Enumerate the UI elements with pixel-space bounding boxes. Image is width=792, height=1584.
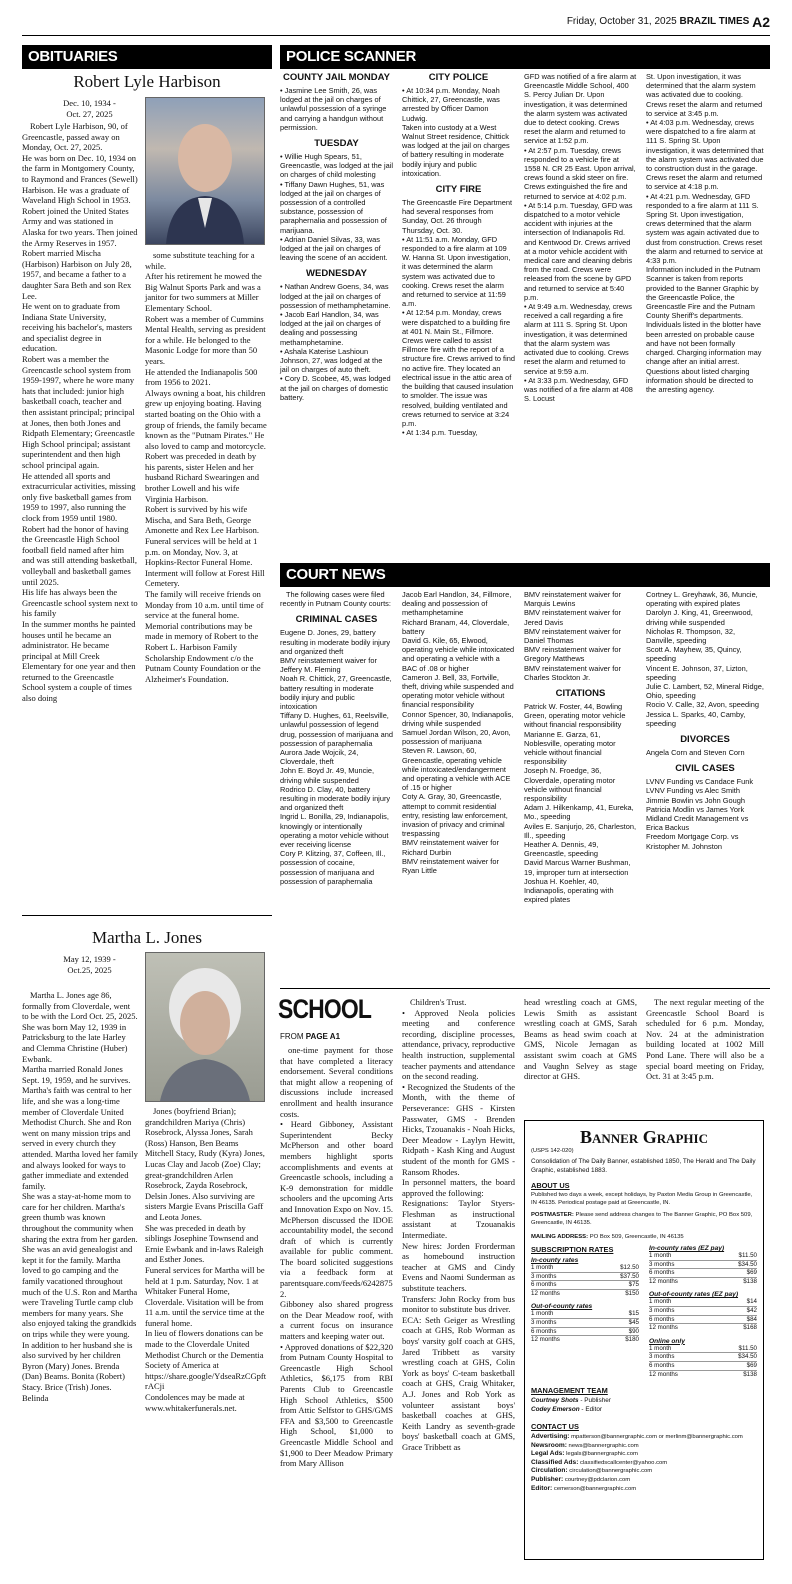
contact-label: Newsroom: [531,1441,567,1449]
jump-page: PAGE A1 [305,1032,341,1041]
police-heading: COUNTY JAIL MONDAY [283,72,390,83]
court-text: The following cases were filed recently in Putnam County courts: [280,590,391,609]
school-jump [280,1032,340,1041]
rate-term: 3 months [531,1272,557,1280]
police-heading: CITY FIRE [435,184,482,196]
school-col1: one-time payment for those that have completed a literacy endorsement. Several conditions that might allow a reopening of discussions include increased enrollment and health insurance costs. • Heard Gibboney, Assistant Superintendent Becky McPherson and other board members highlight sports accomplishments and events at Greencastle schools, including a K-9 demonstration for middle schoolers and the upcoming Arts and Innovation Expo on Nov. 15. McPherson discussed the IDOE accountability model, the second draft of which is currently available for public comment. The board solicited suggestions via a feedback form at parentsquare.com/feeds/62428752. Gibboney also shared progress on the Dear Meadow roof, with a current focus on insurance matters and keeping water out. • Approved donations of $22,320 from Putnam County Hospital to Greencastle High School Athletics, $6,175 from RBI Parents Club to Greencastle High School Athletics, $500 from Attic Selfstor to GHS/GMS FFA and $3,500 to Greencastle High School, $1,000 to Greencastle Middle School and $1,900 to Deer Meadow Primary from Mary Allison [280,1045,394,1469]
rate-row [649,1252,757,1261]
masthead-usps: (USPS 142-020) [531,1148,574,1154]
incounty-ez-heading: In-county rates (EZ pay) [649,1245,725,1252]
page-header [22,8,770,36]
police-heading: WEDNESDAY [306,268,367,280]
contact-label: Advertising: [531,1432,570,1440]
rate-term: 3 months [649,1353,675,1361]
outcounty-heading: Out-of-county rates [531,1303,593,1311]
rate-row [531,1273,639,1282]
subscription-heading: SUBSCRIPTION RATES [531,1245,614,1254]
rate-term: 6 months [531,1281,557,1289]
rate-term: 6 months [649,1361,675,1369]
rate-price: $75 [628,1281,639,1289]
rate-term: 3 months [531,1318,557,1326]
portrait-icon [146,953,264,1101]
rate-price: $150 [625,1289,639,1297]
rate-price: $34.50 [738,1260,757,1268]
contact-email[interactable]: courtney@pdclarion.com [563,1476,631,1483]
rate-term: 1 month [649,1298,672,1306]
obit-jones-name: Martha L. Jones [91,928,202,947]
rate-term: 1 month [649,1344,672,1352]
court-news-header: COURT NEWS [280,563,770,587]
rate-row [649,1362,757,1371]
masthead-title: Banner Graphic [579,1127,708,1147]
rate-term: 3 months [649,1306,675,1314]
mailing-text: PO Box 509, Greencastle, IN 46135 [589,1233,684,1240]
rate-price: $138 [743,1370,757,1378]
police-col2 [402,70,515,437]
contact-label: Classified Ads: [531,1458,579,1466]
court-text: Eugene D. Jones, 29, battery resulting in moderate bodily injury and organized theft BMV reinstatement waiver for Jeffery M. Fleming Noah R. Chittick, 27, Greencastle, battery resulting in moderate bodily injury and public intoxication Tiffany D. Hughes, 61, Reelsville, unlawful possession of legend drug, possession of marijuana and possession of paraphernalia Aurora Jade Wojcik, 24, Cloverdale, theft John E. Boyd Jr. 49, Muncie, driving while suspended Rodrico D. Clay, 40, battery resulting in moderate bodily injury and organized theft Ingrid L. Bonilla, 29, Indianapolis, knowingly or intentionally operating a motor vehicle without ever receiving license Cory P. Klitzing, 37, Coffeen, Ill., possession of cocaine, possession of marijuana and possession of paraphernalia [280,628,393,886]
police-col4: St. Upon investigation, it was determined that the alarm system was activated due to cooking. Crews reset the alarm and returned to service at 3:45 p.m. • At 4:03 p.m. Wednesday, crews were dispatched to a fire alarm at 111 S. Spring St. Upon investigation, it was determined that the alarm system was activated due to construction dust in the garage. Crews reset the alarm and returned to service at 4:18 p.m. • At 4:21 p.m. Wednesday, GFD responded to a fire alarm at 111 S. Spring St. Upon investigation, crews determined that the alarm system was again activated due to dust from construction. Crews reset the alarm and returned to service at 4:33 p.m. Information included in the Putnam Scanner is taken from reports provided to the Banner Graphic by the Greencastle Police, the Greencastle Fire and the Putnam County Sheriff's departments. Individuals listed in the blotter have been arrested on probable cause and have not been formally charged. Charging information may change after an initial arrest. Questions about listed charging information should be directed to the arresting agency. [646,72,764,394]
school-top-rule [280,988,770,989]
management-item [531,1397,757,1405]
incounty-heading: In-county rates [531,1257,579,1264]
obit-harbison-dates: Dec. 10, 1934 - Oct. 27, 2025 [63,98,116,119]
obit-harbison-name: Robert Lyle Harbison [73,72,221,91]
rate-term: 6 months [649,1269,675,1277]
rates-right [649,1245,757,1378]
contact-label: Publisher: [531,1475,564,1483]
rate-row [531,1281,639,1290]
rate-row [649,1353,757,1362]
contact-item [531,1476,757,1485]
rate-term: 1 month [531,1310,554,1318]
court-text: Patrick W. Foster, 44, Bowling Green, operating motor vehicle without financial responsibility Marianne E. Garza, 61, Noblesville, operating motor vehicle without financial responsibility Joseph N. Froedge, 36, Cloverdale, operating motor vehicle without financial responsibility Adam J. Hilkenkamp, 41, Eureka, Mo., speeding Aviles E. Sanjurjo, 26, Charleston, Ill., speeding Heather A. Dennis, 49, Greencastle, speeding David Marcus Warner Bushman, 19, improper turn at intersection Joshua H. Koehler, 40, Indianapolis, operating with expired plates [524,702,637,905]
contact-email[interactable]: mpatterson@bannergraphic.com or merlinm@bannergraphic.com [569,1433,743,1440]
rate-term: 12 months [649,1277,678,1285]
school-col3: head wrestling coach at GMS, Lewis Smith as assistant wrestling coach at GMS, Sarah Beams as head swim coach at GMS, Nicole Jernagan as assistant swim coach at GMS and Vaughn Selvey as stage director at GHS. [524,997,637,1082]
header-page: A2 [752,13,770,30]
obit-jones-text-col1: Martha L. Jones age 86, formally from Cloverdale, went to be with the Lord Oct. 25, 2025. She was born May 12, 1939 in Patricksburg to the late Harley and Clemma Christine (Huber) Ewbank. Martha married Ronald Jones Sept. 19, 1959, and he survives. Martha's faith was central to her life, and she was a long-time member of Cloverdale United Methodist Church. She and Ron went on many mission trips and served in every church they attended. Martha loved her family and always looked for ways to gather immediate and extended family. She was a stay-at-home mom to care for her children. Martha's green thumb was known throughout the community when sharing the extra from her garden. She was an avid genealogist and kept it for the family. Martha loved to go camping and the family vacationed throughout much of the U.S. Ron and Martha were Traveling Turtle camp club members for many years. She also enjoyed taking the grandkids on trips while they were young. In addition to her husband she is also survived by her children Byron (Mary) Jones. Brenda (Dan) Beams. Bonita (Robert) Stacy. Brice (Trish) Jones. Belinda [22,990,138,1403]
police-text: • Willie Hugh Spears, 51, Greencastle, was lodged at the jail on charges of child molesting • Tiffany Dawn Hughes, 51, was lodged at the jail on charges of possession of a controlled substance, possession of paraphernalia and possession of marijuana. • Adrian Daniel Silvas, 33, was lodged at the jail on charges of leaving the scene of an accident. [280,152,393,263]
obit-jones-dates: May 12, 1939 - Oct.25, 2025 [63,954,116,975]
obituaries-header: OBITUARIES [22,45,272,69]
rate-term: 6 months [531,1327,557,1335]
police-text: • Jasmine Lee Smith, 26, was lodged at the jail on charges of unlawful possession of a syringe and carrying a handgun without permission. [280,86,387,132]
contact-item [531,1485,757,1494]
court-heading: CITATIONS [555,688,606,700]
obit-harbison-text-col1: Robert Lyle Harbison, 90, of Greencastle, passed away on Monday, Oct. 27, 2025. He was born on Dec. 10, 1934 on the farm in Montgomery County, to Raymond and Frances (Sewell) Harbison. He was a graduate of Waveland High School in 1953. Robert joined the United States Army and was stationed in Alaska for two years. Then joined the Army Reserves in 1957. Robert married Mischa (Harbison) Harbison on July 28, 1957, and became a father to a daughter Sara Beth and son Rex Lee. He went on to graduate from Indiana State University, receiving his bachelor's, masters and specialist degree in education. Robert was a member the Greencastle school system from 1959-1997, where he wore many hats that included: junior high basketball coach, teacher and then assistant principal; principal at Jones, then both Jones and Ridpath Elementary; Greencastle High School principal; assistant superintendent and then high school principal again. He attended all sports and extracurricular activities, missing only five basketball games from 1959 to 1997, also running the clock from 1959 until 1980. Robert had the honor of having the Greencastle High School football field named after him and was still attending basketball, volleyball and basketball games until 2025. His life has always been the Greencastle school system next to his family In the summer months he painted houses until he became an administrator. He became principal at Mill Creek Elementary for one year and then returned to the Greencastle School system a couple of times also doing [22,121,138,704]
rate-term: 3 months [649,1260,675,1268]
postmaster-label: POSTMASTER: [531,1212,574,1219]
contact-email[interactable]: circulation@bannergraphic.com [567,1468,653,1475]
police-heading: CITY POLICE [428,72,489,83]
harbison-photo [145,97,265,245]
contact-item [531,1459,757,1468]
mailing-label: MAILING ADDRESS: [531,1233,589,1240]
rate-row [531,1328,639,1337]
mailing-line [531,1233,757,1241]
school-col2: Children's Trust. • Approved Neola policies meeting and conference recording, discipline processes, attendance, privacy, reproductive health instruction, supplemental teacher payments and attendance on the second reading. • Recognized the Students of the Month, with the theme of Perseverance: GHS - Kirsten Passwater, GMS - Brenden Hicks, Tzouanakis - Noah Hicks, Deer Meadow - Laylyn Hewitt, Ridpath - Kash King and August student of the month for GMS - Ransom Rhodes. In personnel matters, the board approved the following: Resignations: Taylor Styers-Fleshman as instructional assistant at Tzouanakis Intermediate. New hires: Jorden Frorderman as homebound instruction teacher at GMS and Cindy Evens and Naomi Sunderman as substitute teachers. Transfers: John Rocky from bus monitor to substitute bus driver. ECA: Seth Geiger as Wrestling coach at GHS, Rob Worman as boys' varsity golf coach at GHS, Jared Tribbett as varsity wrestling coach at GHS, Colin York as boys' C-team basketball coach at GHS, Craig Whitaker, A.J. Jones and Rob York as volunteer assistant boys' basketball coaches at GHS, Keith Landry as seventh-grade boys' basketball coach at GMS, Grace Tribbett as [402,997,515,1452]
rate-row [649,1316,757,1325]
court-heading: DIVORCES [680,734,730,746]
police-text: • At 10:34 p.m. Monday, Noah Chittick, 27, Greencastle, was arrested by Officer Damon Ludwig. Taken into custody at a West Walnut Street residence, Chittick was lodged at the jail on charges of battery resulting in moderate bodily injury and public intoxication. [402,86,510,178]
rate-price: $11.50 [738,1344,757,1352]
rate-price: $34.50 [738,1353,757,1361]
header-date: Friday, October 31, 2025 [566,16,677,27]
contact-email[interactable]: cemerson@bannergraphic.com [552,1485,637,1492]
rate-row [649,1269,757,1278]
rate-price: $42 [746,1306,757,1314]
rate-price: $90 [628,1327,639,1335]
rate-term: 1 month [531,1264,554,1271]
manager-role: - Editor [579,1405,603,1413]
manager-role: - Publisher [578,1397,611,1405]
obit-harbison-text-col2: some substitute teaching for a while. After his retirement he mowed the Big Walnut Sports Park and was a janitor for two summers at Miller Elementary School. Robert was a member of Cummins Mental Health, serving as president for a while. He belonged to the Masonic Lodge for more than 50 years. He attended the Indianapolis 500 from 1956 to 2021. Always owning a boat, his children grew up enjoying boating. Having started boating on the Ohio with a group of friends, the family became known as the "Putnam Pirates." He also loved to camp and motorcycle. Robert was preceded in death by his parents, sister Helen and her husband Richard Swearingen and brother Lowell and his wife Virginia Harbison. Robert is survived by his wife Mischa, and Sara Beth, George Amonette and Rex Lee Harbison. Funeral services will be held at 1 p.m. on Monday, Nov. 3, at Hopkins-Rector Funeral Home. Interment will follow at Forest Hill Cemetery. The family will receive friends on Monday from 10 a.m. until time of service at the funeral home. Memorial contributions may be made in memory of Robert to the Robert L. Harbison Family Scholarship Endowment c/o the Putnam County Foundation or the Alzheimer's Foundation. [145,250,267,684]
rate-row [649,1261,757,1270]
contact-heading: CONTACT US [531,1421,579,1431]
court-text: Jacob Earl Handlon, 34, Fillmore, dealing and possession of methamphetamine Richard Branam, 44, Cloverdale, battery David G. Kile, 65, Elwood, operating vehicle while intoxicated and operating a vehicle with a BAC of .08 or higher Cameron J. Bell, 33, Fortville, theft, driving while suspended and operating motor vehicle without financial responsibility Connor Spencer, 30, Indianapolis, driving while suspended Samuel Jordan Wilson, 20, Avon, possession of marijuana Steven R. Lawson, 60, Greencastle, operating vehicle while intoxicated/endangerment and operating a vehicle with ACE of .15 or higher Coty A. Gray, 30, Greencastle, attempt to commit residential entry, resisting law enforcement, invasion of privacy and criminal trespassing BMV reinstatement waiver for Richard Durbin BMV reinstatement waiver for Ryan Little [402,590,515,876]
management-item [531,1406,757,1414]
rate-price: $69 [746,1361,757,1369]
obit-divider [22,915,272,916]
court-col1 [280,590,393,886]
contact-label: Editor: [531,1484,553,1492]
contact-label: Legal Ads: [531,1450,565,1458]
police-col3: GFD was notified of a fire alarm at Greencastle Middle School, 400 S. Percy Julian Dr. Upon investigation, it was determined the alarm system was activated due to detect cooking. Crews reset the alarm and returned to service at 1:52 p.m. • At 2:57 p.m. Tuesday, crews responded to a vehicle fire at 1558 N. CR 25 East. Upon arrival, crews found a skid steer on fire. Crews extinguished the fire and returned to service at 4:02 p.m. • At 5:14 p.m. Tuesday, GFD was dispatched to a motor vehicle accident with injuries at the intersection of Indianapolis Rd. and Kentwood Dr. Crews arrived at a motor vehicle accident with medical care and cleaning debris from the road. Crews were released from the scene by GPD and returned to service at 5:40 p.m. • At 9:49 a.m. Wednesday, crews received a call regarding a fire alarm at 111 S. Spring St. Upon investigation, it was determined that the alarm system was activated due to cooking. Crews reset the alarm and returned to service at 9:59 a.m. • At 3:33 p.m. Wednesday, GFD was notified of a fire alarm at 408 S. Locust [524,72,637,404]
court-col4 [646,590,764,851]
rate-row [531,1319,639,1328]
rates-left [531,1245,639,1378]
police-col1 [280,70,393,402]
rate-term: 12 months [531,1336,560,1344]
header-paper: BRAZIL TIMES [679,16,750,27]
manager-name: Codey Emerson [531,1405,580,1413]
rate-term: 1 month [649,1252,672,1259]
rate-price: $15 [628,1310,639,1318]
rate-row [531,1264,639,1273]
rates-area [531,1245,757,1378]
rate-term: 6 months [649,1315,675,1323]
outcounty-ez-heading: Out-of-county rates (EZ pay) [649,1291,739,1299]
police-text: • Nathan Andrew Goens, 34, was lodged at the jail on charges of possession of methamphetamine. • Jacob Earl Handlon, 34, was lodged at the jail on charges of dealing and possessing methamphetamine. • Ashala Katerise Lashioun Johnson, 27, was lodged at the jail on charges of auto theft. • Cory D. Scobee, 45, was lodged at the jail on charges of domestic battery. [280,282,391,402]
incounty-rates [531,1264,639,1297]
contact-item [531,1467,757,1476]
contact-email[interactable]: classifiedscallcenter@yahoo.com [578,1459,668,1466]
school-title: SCHOOL [278,994,372,1024]
rate-row [649,1345,757,1354]
contact-label: Circulation: [531,1467,568,1475]
police-heading: TUESDAY [314,138,359,150]
court-text: BMV reinstatement waiver for Marquis Lewins BMV reinstatement waiver for Jered Davis BMV reinstatement waiver for Daniel Thomas BMV reinstatement waiver for Gregory Matthews BMV reinstatement waiver for Charles Stockton Jr. [524,590,621,682]
court-col3 [524,590,637,905]
about-heading: ABOUT US [531,1181,570,1191]
incounty-ez-rates [649,1252,757,1285]
portrait-icon [146,98,264,244]
online-rates [649,1345,757,1378]
court-text: Cortney L. Greyhawk, 36, Muncie, operating with expired plates Darolyn J. King, 41, Greenwood, driving while suspended Nicholas R. Thompson, 32, Danville, speeding Scott A. Mayhew, 35, Quincy, speeding Vincent E. Johnson, 37, Lizton, speeding Julie C. Lambert, 52, Mineral Ridge, Ohio, speeding Rocio V. Calle, 32, Avon, speeding Jessica L. Sparks, 40, Camby, speeding [646,590,764,728]
police-text: The Greencastle Fire Department had several responses from Sunday, Oct. 26 through Thursday, Oct. 30. • At 11:51 a.m. Monday, GFD responded to a fire alarm at 109 W. Hanna St. Upon investigation, it was determined the alarm system was activated due to cooking. Crews reset the alarm and returned to service at 11:59 a.m. • At 12:54 p.m. Monday, crews were dispatched to a building fire at 401 N. Main St., Fillmore. Crews were called to assist Fillmore fire with the report of a structure fire. Crews arrived to find no active fire. They located an electrical issue in the attic area of the building that caused insulation to smolder. The issue was resolved, building ventilated and crews returned to service at 3:24 p.m. • At 1:34 p.m. Tuesday, [402,198,515,438]
rate-row [531,1336,639,1344]
rate-row [531,1290,639,1298]
rate-row [649,1307,757,1316]
contact-item [531,1433,757,1442]
court-text: LVNV Funding vs Candace Funk LVNV Funding vs Alec Smith Jimmie Bowlin vs John Gough Patricia Modlin vs James York Midland Credit Management vs Erica Backus Freedom Mortgage Corp. vs Kristopher M. Johnston [646,777,754,851]
court-text: Angela Corn and Steven Corn [646,748,745,758]
court-col2 [402,590,515,875]
school-col4: The next regular meeting of the Greencastle School Board is scheduled for 6 p.m. Monday, Nov. 24 at the administration building located at 1002 Mill Pond Lane. There will also be a special board meeting on Friday, Oct. 31 at 3:45 p.m. [646,997,764,1082]
rate-price: $138 [743,1277,757,1285]
rate-row [649,1298,757,1307]
jones-photo [145,952,265,1102]
outcounty-rates [531,1310,639,1343]
postmaster-text: Please send address changes to The Banner Graphic, PO Box 509, Greencastle, IN 46135. [531,1212,753,1226]
rate-row [649,1278,757,1286]
rate-price: $84 [746,1315,757,1323]
masthead-box [524,1120,764,1560]
outcounty-ez-rates [649,1298,757,1331]
rate-price: $45 [628,1318,639,1326]
contact-email[interactable]: news@bannergraphic.com [566,1442,639,1449]
rate-price: $14 [746,1298,757,1306]
rate-term: 12 months [649,1324,678,1332]
postmaster-line [531,1212,757,1227]
court-heading: CIVIL CASES [675,763,735,775]
contact-item [531,1450,757,1459]
masthead-consolidation: Consolidation of The Daily Banner, established 1850, The Herald and The Daily Graphic, established 1883. [531,1158,756,1174]
contact-email[interactable]: legals@bannergraphic.com [564,1451,638,1458]
rate-term: 12 months [649,1370,678,1378]
manager-name: Courtney Shots [531,1397,579,1405]
rate-row [649,1324,757,1332]
contact-list [531,1433,757,1493]
rate-price: $11.50 [738,1252,757,1259]
rate-term: 12 months [531,1289,560,1297]
management-list [531,1397,757,1414]
rate-row [531,1310,639,1319]
about-text: Published two days a week, except holidays, by Paxton Media Group in Greencastle, IN 46135. Periodical postage paid at Greencastle, IN. [531,1192,753,1206]
rate-price: $12.50 [620,1264,639,1271]
rate-price: $180 [625,1336,639,1344]
online-heading: Online only [649,1337,685,1345]
management-heading: MANAGEMENT TEAM [531,1386,608,1396]
police-scanner-header: POLICE SCANNER [280,45,770,69]
contact-item [531,1442,757,1451]
court-heading: CRIMINAL CASES [295,614,378,626]
obit-jones-text-col2: Jones (boyfriend Brian); grandchildren Mariya (Chris) Rosebrock, Alyssa Jones, Sarah (Ross) Hanson, Ben Beams Mitchell Stacy, Rudy (Kyra) Jones, Lucas Clay and Jacob (Zoe) Clay; great-grandchildren Arlen Rosebrock, Zayda Rosebrock, Delsin Jones. Also surviving are sisters Margie Evans Priscilla Gaff and Leota Jones. She was preceded in death by siblings Josephine Townsend and Ernie Ewbank and in-laws Raleigh and Esther Jones. Funeral services for Martha will be held at 1 p.m. Saturday, Nov. 1 at Whitaker Funeral Home, Cloverdale. Visitation will be from 11 a.m. until the service time at the funeral home. In lieu of flowers donations can be made to the Cloverdale United Methodist Church or the Dementia Society of America at https://share.google/YdseaRzCGpftrACji Condolences may be made at www.whitakerfunerals.net. [145,1106,267,1413]
rate-price: $168 [743,1324,757,1332]
rate-row [649,1371,757,1379]
rate-price: $69 [746,1269,757,1277]
rate-price: $37.50 [620,1272,639,1280]
jump-from: FROM [280,1032,304,1041]
